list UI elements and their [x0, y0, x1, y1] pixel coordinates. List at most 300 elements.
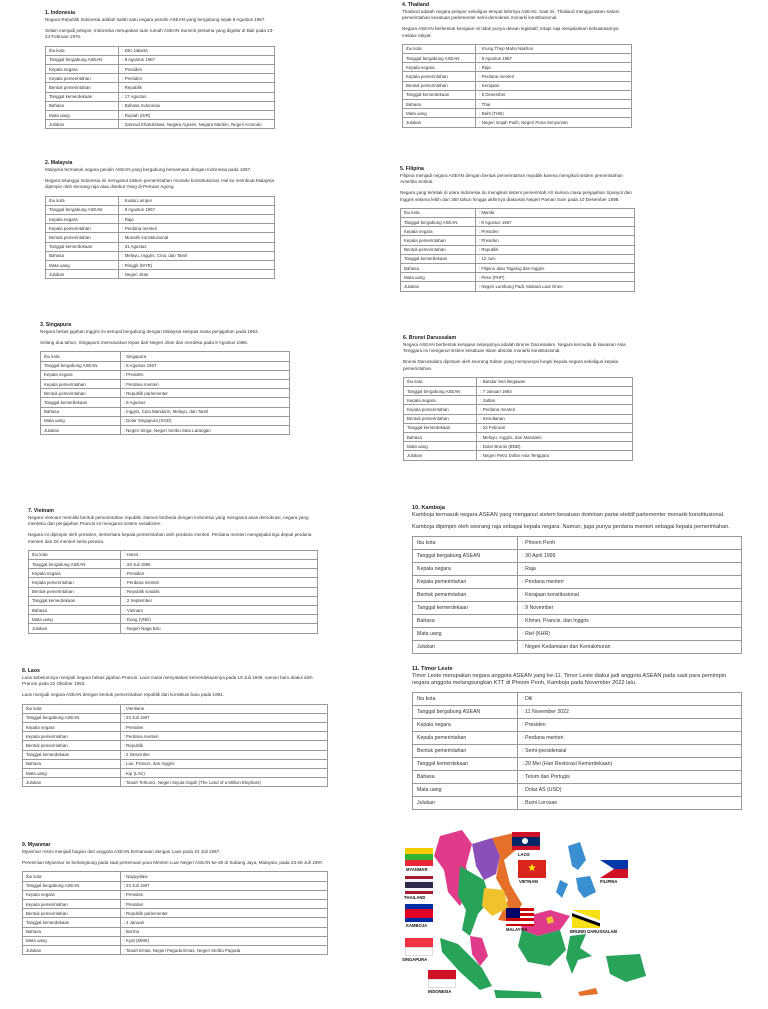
table-row	[413, 732, 742, 745]
row-key: Ibu kota	[46, 46, 119, 55]
section-paragraph: Timor Leste merupakan negara anggota ASEAN yang ke-11. Timor Leste diakui jadi anggota ASEAN pada saat para pemimpin negara anggota melangsungkan KTT di Phnom Penh, Kamboja pada November 2022 lalu.	[412, 673, 727, 687]
row-value: : Kesultanan	[477, 414, 633, 423]
thailand-flag	[405, 876, 433, 894]
section-malaysia	[45, 160, 275, 279]
table-row	[41, 370, 290, 379]
row-value: : Zamrud Khatulistiwa, Negara Agraris, Negara Maritim, Negeri Komodo	[119, 120, 275, 129]
row-key: Tanggal kemerdekaan	[404, 423, 477, 432]
section-paragraph: Malaysia termasuk negara pendiri ASEAN yang bergabung bersamaan dengan Indonesia pada 1967.	[45, 167, 252, 172]
row-key: Bentuk pemerintahan	[23, 741, 121, 750]
section-laos	[22, 668, 328, 787]
row-value: : 8 Agustus 1967	[476, 54, 632, 63]
section-title: 11. Timor Leste	[412, 666, 453, 672]
table-row	[29, 578, 318, 587]
row-value: : 17 Agustus	[119, 92, 275, 101]
row-key: Tanggal bergabung ASEAN	[41, 361, 121, 370]
row-value: : Negeri Gajah Putih, Negeri Pena Senyuman	[476, 118, 632, 127]
row-value: : 12 Juni	[475, 254, 634, 263]
filipina-label: FILIPINA	[600, 879, 618, 884]
row-key: Bentuk pemerintahan	[46, 83, 119, 92]
row-key: Mata uang	[29, 615, 121, 624]
row-value: : Rupiah (IDR)	[119, 110, 275, 119]
row-value: : Tanah Terkunci, Negeri Sejuta Gajah (The Land of a Million Elephant)	[120, 778, 327, 787]
section-title: 10. Kamboja	[412, 505, 445, 511]
table-row	[41, 389, 290, 398]
table-row	[46, 251, 275, 260]
row-key: Julukan	[413, 641, 518, 654]
row-key: Kepala negara	[46, 214, 119, 223]
table-row	[23, 881, 328, 890]
row-key: Bahasa	[23, 927, 121, 936]
row-key: Julukan	[23, 945, 121, 954]
section-title: 6. Brunei Darussalam	[403, 335, 457, 341]
row-value: : Presiden	[120, 899, 327, 908]
section-title: 4. Thailand	[402, 2, 430, 8]
table-row	[29, 550, 318, 559]
table-row	[401, 263, 635, 272]
row-value: : 30 April 1999	[518, 550, 742, 563]
section-paragraph: Negara ASEAN berbentuk kerajaan ini tidak punya dewan legislatif, tetapi raja menjalankan kekuasaannya melalui rakyat.	[402, 26, 619, 38]
row-key: Julukan	[29, 624, 121, 633]
row-key: Tanggal kemerdekaan	[46, 92, 119, 101]
table-row	[413, 589, 742, 602]
table-row	[23, 909, 328, 918]
section-title: 3. Singapura	[40, 322, 72, 328]
row-key: Bahasa	[403, 99, 476, 108]
table-row	[23, 899, 328, 908]
row-key: Tanggal kemerdekaan	[23, 918, 121, 927]
section-myanmar	[22, 842, 328, 955]
section-title: 1. Indonesia	[45, 10, 75, 16]
row-value: : 5 Desember	[476, 90, 632, 99]
row-value: : Manila	[475, 208, 634, 217]
section-paragraph: Laos menjadi negara ASEAN dengan bentuk pemerintahan republik dari konstitusi baru pada 1991.	[22, 692, 225, 698]
row-value: : Perdana menteri	[120, 379, 289, 388]
section-paragraph: Kamboja termasuk negara ASEAN yang menganut sistem kesatuan dominan partai elektif parlementer monarki konstitusional.	[412, 512, 725, 518]
table-row	[404, 396, 633, 405]
table-row	[41, 398, 290, 407]
section-title: 2. Malaysia	[45, 160, 73, 166]
table-row	[46, 196, 275, 205]
row-value: : Presiden	[475, 236, 634, 245]
row-value: : 23 Juli 1997	[120, 881, 327, 890]
table-row	[403, 63, 632, 72]
row-key: Bentuk pemerintahan	[401, 245, 476, 254]
row-key: Bentuk pemerintahan	[413, 589, 518, 602]
row-value: : Monarki konstitusional	[119, 233, 275, 242]
row-value: : 20 Mei (Hari Restorasi Kemerdekaan)	[518, 758, 742, 771]
row-key: Ibu kota	[23, 704, 121, 713]
section-singapura	[40, 322, 290, 435]
section-paragraph: Negara ASEAN berbentuk kerajaan selanjutnya adalah Brunei Darussalam. Negara kemudia di kawasan Asia Tenggara ini menganut sistem kesatuan Islam absolut monarki konstitusional.	[403, 342, 626, 354]
table-row	[403, 118, 632, 127]
row-value: : Kyat (MMK)	[120, 936, 327, 945]
table-row	[403, 90, 632, 99]
row-key: Kepala negara	[23, 722, 121, 731]
row-value: : Republik	[475, 245, 634, 254]
section-title: 5. Filipina	[400, 166, 424, 172]
row-key: Tanggal kemerdekaan	[401, 254, 476, 263]
table-row	[23, 704, 328, 713]
table-row	[46, 55, 275, 64]
malaysia-label: MALAYSIA	[506, 927, 528, 932]
section-paragraph: Myanmar resmi menjadi bagian dari anggota ASEAN bersamaan dengan Laos pada 23 Juli 1997.	[22, 849, 221, 854]
row-value: : Peso (PHP)	[475, 273, 634, 282]
row-key: Ibu kota	[41, 352, 121, 361]
table-row	[404, 423, 633, 432]
table-row	[46, 270, 275, 279]
row-key: Tanggal kemerdekaan	[413, 602, 518, 615]
row-key: Kepala pemerintahan	[413, 576, 518, 589]
table-row	[413, 628, 742, 641]
row-value: : Republik	[119, 83, 275, 92]
row-key: Kepala pemerintahan	[46, 74, 119, 83]
table-row	[46, 110, 275, 119]
section-indonesia	[45, 10, 275, 129]
table-row	[23, 713, 328, 722]
row-value: : Tanah Emas, Negeri Pagoda Emas, Negeri Seribu Pagoda	[120, 945, 327, 954]
section-paragraph: Thailand adalah negara pelopor sekaligus tempat lahirnya ASEAN. Saat ini, Thailand menggunakan sistem pemerintahan kesatuan parlementer semi-demokrasi monarki konstitusional.	[402, 9, 620, 21]
info-table	[22, 704, 328, 788]
table-row	[46, 83, 275, 92]
section-paragraph: Selain menjadi pelopor, Indonesia merupakan tuan rumah ASEAN Summit pertama yang digelar di Bali pada 23-24 Februari 1976.	[45, 28, 274, 40]
table-row	[23, 759, 328, 768]
row-value: : Negeri Singa, Negeri Seribu Satu Larangan	[120, 425, 289, 434]
row-key: Bahasa	[413, 615, 518, 628]
row-value: : Perdana menteri	[476, 72, 632, 81]
row-value: : Dolar Singapura (SGD)	[120, 416, 289, 425]
table-row	[401, 254, 635, 263]
row-value: : Vietnam	[121, 605, 318, 614]
row-key: Bahasa	[46, 101, 119, 110]
row-value: : Ringgit (MYR)	[119, 260, 275, 269]
row-value: : 23 Februari	[477, 423, 633, 432]
row-value: : Presiden	[518, 719, 742, 732]
row-key: Bentuk pemerintahan	[404, 414, 477, 423]
table-row	[46, 242, 275, 251]
table-row	[401, 273, 635, 282]
row-key: Tanggal kemerdekaan	[46, 242, 119, 251]
row-key: Julukan	[46, 270, 119, 279]
table-row	[46, 260, 275, 269]
singapura-flag	[405, 938, 433, 956]
row-key: Bahasa	[29, 605, 121, 614]
section-timor-leste	[412, 666, 742, 810]
row-value: : Presiden	[120, 370, 289, 379]
table-row	[23, 945, 328, 954]
row-value: : 31 Agustus	[119, 242, 275, 251]
row-key: Tanggal kemerdekaan	[403, 90, 476, 99]
row-value: : Hanoi	[121, 550, 318, 559]
row-value: : Krung Thep Maha Nakhon	[476, 44, 632, 53]
row-value: : Bumi Lorosae	[518, 797, 742, 810]
section-paragraph: Negara tetangga Indonesia ini menganut sistem pemerintahan monarki konstitusional. Hal itu membuat Malaysia dipimpin oleh seorang raja atau disebut Yang di-Pertuan Agong.	[45, 178, 275, 190]
row-value: : Raja	[119, 214, 275, 223]
row-value: : Perdana menteri	[477, 405, 633, 414]
table-row	[46, 205, 275, 214]
row-value: : Negeri Lumbung Padi, Mutiara Laut Orien	[475, 282, 634, 291]
row-key: Kepala negara	[23, 890, 121, 899]
table-row	[413, 693, 742, 706]
row-key: Kepala pemerintahan	[404, 405, 477, 414]
row-key: Kepala pemerintahan	[46, 224, 119, 233]
row-value: : Thai	[476, 99, 632, 108]
row-key: Tanggal bergabung ASEAN	[404, 387, 477, 396]
row-key: Mata uang	[41, 416, 121, 425]
row-key: Kepala negara	[413, 563, 518, 576]
row-key: Kepala pemerintahan	[23, 732, 121, 741]
table-row	[46, 233, 275, 242]
section-thailand	[402, 2, 632, 128]
info-table	[45, 196, 275, 280]
section-paragraph: Negara Republik Indonesia adalah salah satu negara pendiri ASEAN yang bergabung sejak 8 Agustus 1967.	[45, 17, 266, 22]
row-key: Tanggal bergabung ASEAN	[46, 205, 119, 214]
table-row	[401, 236, 635, 245]
table-row	[404, 451, 633, 460]
row-value: : Negeri Naga Biru	[121, 624, 318, 633]
row-key: Bentuk pemerintahan	[403, 81, 476, 90]
row-value: : Perdana menteri	[119, 224, 275, 233]
row-key: Kepala negara	[46, 64, 119, 73]
row-key: Mata uang	[403, 109, 476, 118]
table-row	[413, 537, 742, 550]
table-row	[29, 615, 318, 624]
row-value: : 9 November	[518, 602, 742, 615]
row-key: Mata uang	[401, 273, 476, 282]
info-table	[412, 692, 742, 810]
table-row	[23, 872, 328, 881]
table-row	[413, 771, 742, 784]
section-paragraph: Negara bekas jajahan Inggris ini sempat bergabung dengan Malaysia selepas masa penjajahan pada 1963.	[40, 329, 259, 334]
asean-map	[400, 826, 650, 1004]
table-row	[23, 768, 328, 777]
row-key: Mata uang	[404, 442, 477, 451]
table-row	[46, 74, 275, 83]
row-value: : Baht (THB)	[476, 109, 632, 118]
row-key: Ibu kota	[46, 196, 119, 205]
table-row	[413, 797, 742, 810]
row-value: : Negeri Petro Dollar Asia Tenggara	[477, 451, 633, 460]
table-row	[404, 442, 633, 451]
row-value: : 8 Agustus 1967	[119, 55, 275, 64]
row-key: Bentuk pemerintahan	[413, 745, 518, 758]
laos-label: LAOS	[518, 852, 530, 857]
section-filipina	[400, 166, 635, 292]
kamboja-label: KAMBOJA	[406, 923, 428, 928]
row-value: : Kip (LAK)	[120, 768, 327, 777]
filipina-flag	[600, 860, 628, 878]
table-row	[23, 732, 328, 741]
row-value: : 8 Agustus 1967	[120, 361, 289, 370]
section-kamboja	[412, 505, 742, 654]
row-key: Kepala negara	[404, 396, 477, 405]
row-value: : Presiden	[119, 64, 275, 73]
row-key: Julukan	[401, 282, 476, 291]
row-key: Julukan	[41, 425, 121, 434]
row-key: Ibu kota	[413, 693, 518, 706]
row-key: Julukan	[403, 118, 476, 127]
table-row	[23, 936, 328, 945]
row-key: Bahasa	[41, 407, 121, 416]
table-row	[23, 890, 328, 899]
table-row	[29, 569, 318, 578]
table-row	[23, 918, 328, 927]
myanmar-label: MYANMAR	[406, 867, 428, 872]
table-row	[46, 101, 275, 110]
table-row	[413, 719, 742, 732]
table-row	[413, 550, 742, 563]
row-key: Kepala negara	[29, 569, 121, 578]
table-row	[403, 72, 632, 81]
table-row	[401, 208, 635, 217]
row-value: : 11 November 2022	[518, 706, 742, 719]
section-paragraph: Negara Vietnam memiliki bentuk pemerintahan republik. Namun berbeda dengan Indonesia yang menganut asas demokrasi, negara yang merdeka dari penjajahan Prancis ini menganut sistem sosialisme.	[28, 515, 309, 527]
table-row	[404, 387, 633, 396]
brunei-label: BRUNEI DARUSSALAM	[570, 929, 617, 934]
row-value: : Presiden	[120, 722, 327, 731]
section-title: 9. Myanmar	[22, 842, 51, 848]
vietnam-flag: ★	[518, 860, 546, 878]
table-row	[404, 414, 633, 423]
row-key: Bentuk pemerintahan	[41, 389, 121, 398]
row-value: : Melayu, Inggris, dan Mandarin	[477, 432, 633, 441]
row-key: Kepala negara	[41, 370, 121, 379]
row-key: Kepala pemerintahan	[403, 72, 476, 81]
table-row	[401, 227, 635, 236]
row-value: : 8 Agustus 1967	[475, 218, 634, 227]
table-row	[41, 361, 290, 370]
table-row	[29, 605, 318, 614]
row-value: : Republik parlementer	[120, 909, 327, 918]
row-key: Ibu kota	[401, 208, 476, 217]
table-row	[29, 596, 318, 605]
row-value: : Perdana menteri	[121, 578, 318, 587]
section-paragraph: Laos sebelumnya menjadi negara bekas jajahan Prancis. Laos mulai menyatakan kemerdekaannya pada 19 Juli 1949, namun baru diakui oleh Prancis pada 22 Oktober 1953.	[22, 675, 313, 687]
table-row	[401, 218, 635, 227]
row-key: Mata uang	[23, 768, 121, 777]
row-key: Mata uang	[413, 628, 518, 641]
table-row	[46, 92, 275, 101]
row-key: Julukan	[23, 778, 121, 787]
row-value: : Presiden	[121, 569, 318, 578]
info-table	[22, 871, 328, 955]
row-key: Ibu kota	[404, 377, 477, 386]
info-table	[403, 377, 633, 461]
table-row	[401, 245, 635, 254]
table-row	[29, 624, 318, 633]
row-value: : Tetum dan Portugis	[518, 771, 742, 784]
table-row	[41, 379, 290, 388]
row-key: Bahasa	[46, 251, 119, 260]
table-row	[404, 405, 633, 414]
row-value: : 23 Juli 1997	[120, 713, 327, 722]
row-value: : Kerajaan konstitusional	[518, 589, 742, 602]
table-row	[413, 602, 742, 615]
row-key: Bahasa	[413, 771, 518, 784]
table-row	[403, 99, 632, 108]
section-paragraph: Negara ini dipimpin oleh presiden, sementara kepala pemerintahan oleh perdana menteri. Perdana menteri mengepalai tiga deputi perdana menteri dan 26 menteri serta perwira.	[28, 532, 312, 544]
row-value: : Republik	[120, 741, 327, 750]
info-table	[412, 536, 742, 654]
myanmar-flag	[405, 848, 433, 866]
singapura-label: SINGAPURA	[402, 957, 428, 962]
row-key: Bahasa	[404, 432, 477, 441]
table-row	[23, 722, 328, 731]
row-key: Bentuk pemerintahan	[46, 233, 119, 242]
row-key: Mata uang	[413, 784, 518, 797]
table-row	[404, 432, 633, 441]
row-key: Tanggal kemerdekaan	[23, 750, 121, 759]
row-key: Kepala negara	[403, 63, 476, 72]
laos-flag	[512, 832, 540, 850]
row-key: Tanggal bergabung ASEAN	[23, 881, 121, 890]
row-value: : Perdana menteri	[120, 732, 327, 741]
table-row	[401, 282, 635, 291]
table-row	[23, 927, 328, 936]
section-paragraph: Selang dua tahun, Singapura memutuskan lepas dari Negeri Jiran dan merdeka pada 9 Agustus 1965.	[40, 340, 249, 346]
table-row	[413, 758, 742, 771]
table-row	[413, 576, 742, 589]
section-paragraph: Brunei Darussalam dipimpin oleh seorang Sultan yang mempunyai fungsi kepala negara sekaligus kepala pemerintahan.	[403, 359, 619, 371]
table-row	[23, 778, 328, 787]
row-key: Julukan	[404, 451, 477, 460]
row-key: Tanggal bergabung ASEAN	[413, 706, 518, 719]
row-value: : DKI Jakarta	[119, 46, 275, 55]
row-key: Kepala pemerintahan	[23, 899, 121, 908]
table-row	[41, 407, 290, 416]
row-value: : Raja	[518, 563, 742, 576]
row-value: : Republik sosialis	[121, 587, 318, 596]
row-value: : Perdana menteri	[518, 576, 742, 589]
row-value: : Bahasa Indonesia	[119, 101, 275, 110]
row-value: : Kuala Lumpur	[119, 196, 275, 205]
row-value: : 4 Januari	[120, 918, 327, 927]
row-key: Tanggal kemerdekaan	[29, 596, 121, 605]
row-key: Kepala pemerintahan	[29, 578, 121, 587]
table-row	[29, 587, 318, 596]
row-value: : 9 Agustus	[120, 398, 289, 407]
row-key: Bahasa	[401, 263, 476, 272]
table-row	[403, 109, 632, 118]
row-key: Tanggal bergabung ASEAN	[23, 713, 121, 722]
indonesia-flag	[428, 970, 456, 988]
brunei-flag	[572, 910, 600, 928]
row-value: : Presiden	[475, 227, 634, 236]
table-row	[413, 784, 742, 797]
table-row	[41, 352, 290, 361]
row-value: : Presiden	[119, 74, 275, 83]
table-row	[41, 425, 290, 434]
row-value: : Phnom Penh	[518, 537, 742, 550]
row-key: Tanggal bergabung ASEAN	[46, 55, 119, 64]
row-key: Tanggal bergabung ASEAN	[401, 218, 476, 227]
section-paragraph: Peresmian Myanmar ini berlangsung pada saat pertemuan para Menteri Luar Negeri ASEAN ke-30 di Subang Jaya, Malaysia, pada 23-28 Juli 1997.	[22, 860, 324, 866]
row-value: : Filipino atau Tagalog dan Inggris	[475, 263, 634, 272]
row-key: Kepala negara	[413, 719, 518, 732]
row-value: : Dolar Brunei (BND)	[477, 442, 633, 451]
row-value: : Negeri Jiran	[119, 270, 275, 279]
row-key: Bahasa	[23, 759, 121, 768]
table-row	[403, 54, 632, 63]
indonesia-label: INDONESIA	[428, 989, 452, 994]
row-key: Tanggal kemerdekaan	[413, 758, 518, 771]
vietnam-label: VIETNAM	[519, 879, 538, 884]
row-value: : Bandar Seri Begawan	[477, 377, 633, 386]
row-key: Tanggal bergabung ASEAN	[403, 54, 476, 63]
info-table	[28, 550, 318, 634]
table-row	[413, 641, 742, 654]
row-value: : Inggris, Cina Mandarin, Melayu, dan Tamil	[120, 407, 289, 416]
